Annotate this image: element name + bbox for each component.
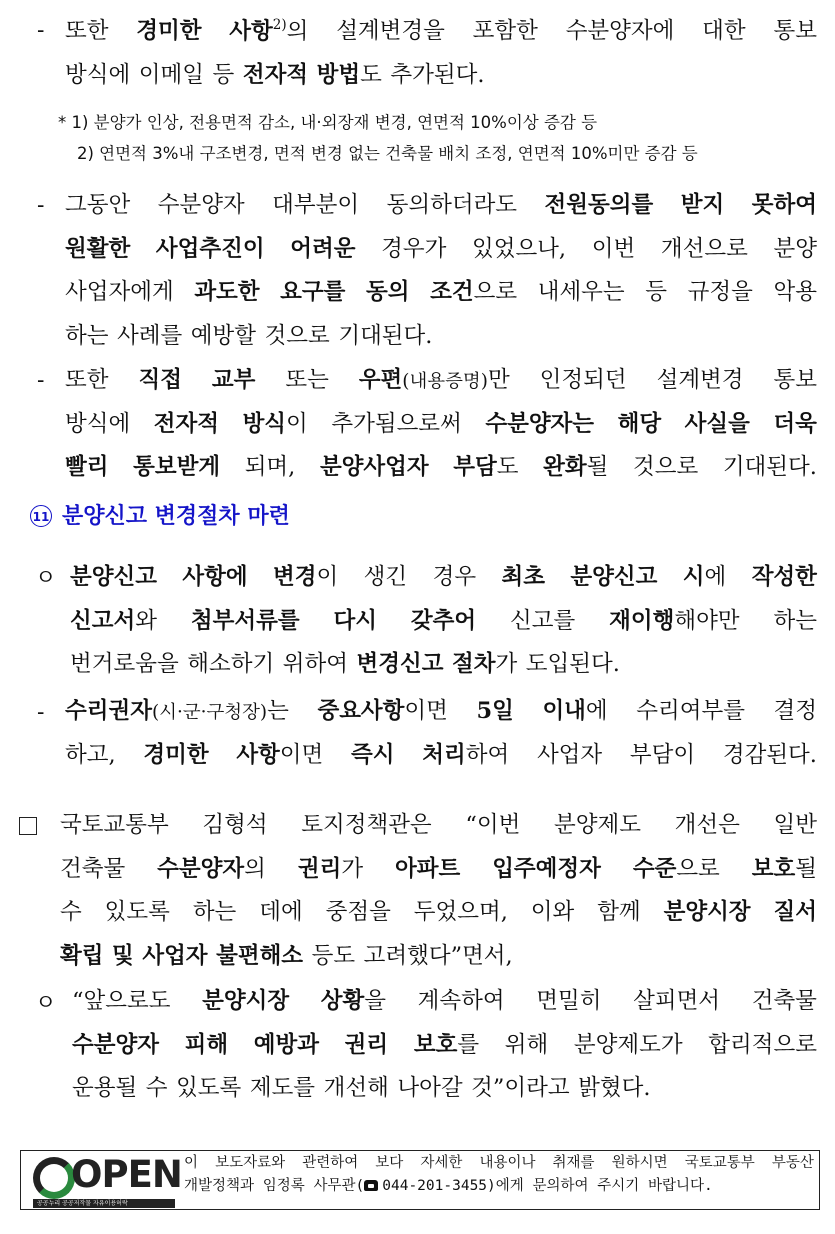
word: 수리여부를: [636, 698, 745, 724]
word: 재이행해야만: [609, 607, 740, 634]
dash-bullet: -: [37, 193, 45, 218]
word: 개선으로: [660, 235, 748, 262]
contact-footer: [20, 1150, 820, 1210]
word: 즉시: [351, 741, 395, 768]
word: 통보: [773, 18, 817, 45]
word: 또는: [285, 367, 329, 393]
word: 변경신고: [356, 651, 444, 677]
paragraph-consent-issue: [65, 194, 817, 347]
word: 개선은: [674, 812, 740, 838]
word: 분양신고: [570, 564, 658, 590]
word: 등: [645, 279, 668, 305]
word: 사항$^{2)}$의: [229, 17, 309, 45]
word: 하고,: [65, 741, 116, 768]
word: 전자적: [153, 410, 219, 437]
word: 사업추진이: [155, 235, 265, 262]
word: 다시: [333, 607, 377, 634]
word: 국토교통부: [60, 812, 169, 838]
word: 추가됨으로써: [331, 410, 462, 437]
word: 설계변경: [656, 367, 744, 393]
word: 건축물: [60, 855, 126, 882]
word: 해소하기: [187, 651, 275, 677]
paragraph-notification-method: [65, 19, 817, 86]
word: 토지정책관은: [301, 812, 432, 838]
word: 위하여: [282, 651, 348, 677]
word: 방법도: [316, 61, 382, 88]
word: 방식이: [242, 410, 308, 437]
word: 수분양자: [72, 1031, 159, 1058]
word: 받지: [680, 192, 725, 218]
word: 요구를: [280, 279, 346, 305]
word: 경우가: [381, 235, 447, 262]
checkbox-bullet: [19, 817, 37, 835]
word: 권리: [344, 1031, 389, 1058]
word: 통보: [773, 367, 817, 393]
contact-person: 개발정책과 임정록 사무관(: [184, 1177, 365, 1194]
word: 추가된다.: [390, 61, 485, 88]
word: 살피면서: [633, 988, 721, 1014]
section-title: 분양신고 변경절차 마련: [62, 504, 290, 529]
contact-line-2: [184, 1179, 814, 1194]
word: 피해: [184, 1031, 229, 1058]
paragraph-processing-deadline: [65, 700, 817, 766]
word: 이메일: [138, 61, 204, 88]
paragraph-change-report: [70, 566, 817, 676]
dash-bullet: -: [37, 700, 45, 725]
word: 원하시면: [611, 1155, 668, 1171]
word: 건축물: [751, 988, 817, 1014]
circle-bullet: ㅇ: [35, 566, 57, 591]
word: 원활한: [65, 235, 131, 262]
word: 개선해: [323, 1075, 389, 1101]
word: 하는: [65, 322, 109, 349]
word: 사례를: [117, 322, 183, 349]
word: 교부: [211, 367, 256, 393]
word: 방식에: [65, 410, 131, 437]
word: 분양사업자: [319, 454, 429, 480]
word: 이번: [591, 235, 636, 262]
dash-bullet: -: [37, 18, 45, 43]
word: 있었으나,: [471, 235, 567, 262]
word: 부담이: [629, 741, 696, 768]
word: 못하여: [751, 192, 817, 218]
word: 경미한: [143, 741, 209, 768]
word: 분양시장: [202, 988, 290, 1014]
word: 통보받게: [133, 454, 221, 480]
word: 분양제도가: [573, 1031, 683, 1058]
word: 포함한: [472, 18, 538, 45]
word: 작성한: [751, 564, 817, 590]
word: 어려운: [290, 235, 356, 262]
word: 기대된다.: [722, 454, 817, 480]
word: 부담도: [453, 454, 519, 480]
word: 경감된다.: [722, 741, 817, 768]
logo-caption: 공공누리 공공저작물 자유이용허락: [33, 1199, 175, 1208]
word: 경우: [432, 564, 477, 590]
word: 예방과: [253, 1031, 319, 1058]
word: 시에: [682, 564, 727, 590]
word: 제도를: [249, 1075, 316, 1101]
word: 갖추어: [410, 607, 477, 634]
word: 직접: [138, 367, 182, 393]
word: 동의: [366, 279, 410, 305]
word: 등도: [311, 942, 356, 969]
word: 5일: [476, 698, 514, 724]
word: 밝혔다.: [578, 1075, 651, 1101]
word: 이: [184, 1155, 199, 1171]
word: 전자적: [242, 61, 309, 88]
word: 예방할: [190, 322, 257, 349]
word: 불편해소: [216, 942, 304, 969]
word: 과도한: [194, 279, 260, 305]
word: 수준으로: [632, 855, 720, 882]
word: 수분양자에: [565, 18, 675, 45]
word: 있도록: [104, 899, 170, 925]
word: 수: [60, 899, 82, 925]
word: 번거로움을: [70, 651, 179, 677]
word: 되며,: [244, 454, 296, 480]
word: 등: [212, 61, 235, 88]
phone-number: 044-201-3455: [382, 1177, 488, 1194]
word: 부동산: [771, 1155, 814, 1171]
word: 사업자에게: [65, 279, 174, 305]
footnote-ref: 2): [272, 17, 287, 33]
word: 결정: [773, 698, 817, 724]
footnote-1: * 1) 분양가 인상, 전용면적 감소, 내·외장재 변경, 연면적 10%이상 증감 등: [58, 113, 598, 132]
word: 아파트: [395, 855, 461, 882]
circled-number: 11: [30, 505, 52, 527]
word: 보호될: [751, 855, 817, 882]
word: “앞으로도: [72, 988, 171, 1014]
logo-text: OPEN: [71, 1153, 182, 1196]
word: 수: [145, 1075, 168, 1101]
word: 규정을: [687, 279, 753, 305]
word: “이번: [465, 812, 521, 838]
word: 또한: [65, 367, 109, 393]
word: 계속하여: [417, 988, 505, 1014]
word: 및: [112, 942, 134, 969]
word: 확립: [60, 942, 104, 969]
word: 사항에: [182, 564, 248, 590]
word: 함께: [597, 899, 641, 925]
word: 데에: [259, 899, 303, 925]
word: 분양제도: [554, 812, 641, 838]
dash-bullet: -: [37, 368, 45, 393]
paragraph-future-plan: [72, 990, 817, 1100]
logo-ring-icon: [33, 1157, 75, 1199]
word: 경미한: [136, 18, 202, 45]
word: 또한: [65, 18, 109, 45]
word: 생긴: [363, 564, 408, 590]
word: 첨부서류를: [190, 607, 300, 634]
word: 질서: [773, 899, 817, 925]
word: 이내에: [542, 698, 608, 724]
word: 권리가: [297, 855, 364, 882]
word: 대한: [702, 18, 746, 45]
word: 것으로: [632, 454, 699, 480]
word: 더욱: [773, 410, 817, 437]
word: 두었으며,: [413, 899, 508, 925]
word: 분양: [773, 235, 817, 262]
word: 전원동의를: [544, 192, 654, 218]
word: 취재를: [552, 1155, 595, 1171]
word: 위해: [504, 1031, 549, 1058]
word: 있도록: [176, 1075, 242, 1101]
word: 입주예정자: [492, 855, 601, 882]
word: 악용: [773, 279, 817, 305]
word: 운용될: [72, 1075, 138, 1101]
word: 중요사항이면: [317, 698, 448, 724]
paragraph-official-statement: [60, 814, 817, 967]
word: 대부분이: [272, 192, 360, 218]
word: 보도자료와: [215, 1155, 286, 1171]
word: 고려했다”면서,: [363, 942, 513, 969]
word: 변경이: [273, 564, 339, 590]
word: 수분양자: [157, 192, 245, 218]
section-heading: [30, 505, 290, 528]
word: 도입된다.: [525, 651, 620, 677]
word: 하는: [773, 607, 817, 634]
footnote-2: 2) 연면적 3%내 구조변경, 면적 변경 없는 건축물 배치 조정, 연면적 10%미만 증감 등: [77, 144, 698, 163]
word: 절차가: [452, 651, 518, 677]
word: 신고서와: [70, 607, 157, 634]
word: 자세한: [420, 1155, 463, 1171]
word: 조건으로: [430, 279, 518, 305]
word: 수분양자는: [485, 410, 595, 437]
word: 내세우는: [537, 279, 625, 305]
contact-request: )에게 문의하여 주시기 바랍니다.: [487, 1177, 713, 1194]
contact-text: [184, 1156, 814, 1193]
word: 분양시장: [663, 899, 751, 925]
word: 사실을: [684, 410, 750, 437]
word: 것”이라고: [471, 1075, 570, 1101]
word: 일반: [773, 812, 817, 838]
word: 최초: [501, 564, 545, 590]
phone-icon: [364, 1180, 378, 1191]
word: 우편(내용증명)만: [358, 367, 510, 393]
word: 신고를: [509, 607, 576, 634]
word: 이와: [530, 899, 575, 925]
word: 수분양자의: [157, 855, 266, 882]
word: 수리권자(시·군·구청장)는: [65, 698, 289, 724]
word: 하는: [192, 899, 237, 925]
word: 김형석: [202, 812, 268, 838]
word: 것으로: [264, 322, 330, 349]
word: 해당: [617, 410, 662, 437]
word: 그동안: [65, 192, 131, 218]
word: 면밀히: [536, 988, 602, 1014]
word: 나아갈: [397, 1075, 463, 1101]
word: 사업자: [142, 942, 208, 969]
word: 인정되던: [539, 367, 627, 393]
word: 빨리: [65, 454, 109, 480]
word: 보호를: [413, 1031, 480, 1058]
word: 합리적으로: [708, 1031, 817, 1058]
word: 사업자: [536, 741, 603, 768]
word: 상황을: [320, 988, 386, 1014]
word: 국토교통부: [684, 1155, 755, 1171]
word: 사항이면: [236, 741, 324, 768]
word: 설계변경을: [336, 18, 445, 45]
word: 중점을: [325, 899, 391, 925]
paragraph-electronic-method: [65, 369, 817, 479]
open-license-logo: [33, 1153, 183, 1207]
word: 방식에: [65, 61, 131, 88]
word: 관련하여: [302, 1155, 359, 1171]
word: 내용이나: [479, 1155, 536, 1171]
circle-bullet: ㅇ: [35, 991, 57, 1016]
word: 분양신고: [70, 564, 157, 590]
word: 완화될: [543, 454, 609, 480]
word: 처리하여: [422, 741, 510, 768]
word: 보다: [375, 1155, 404, 1171]
word: 기대된다.: [338, 322, 433, 349]
word: 동의하더라도: [386, 192, 518, 218]
